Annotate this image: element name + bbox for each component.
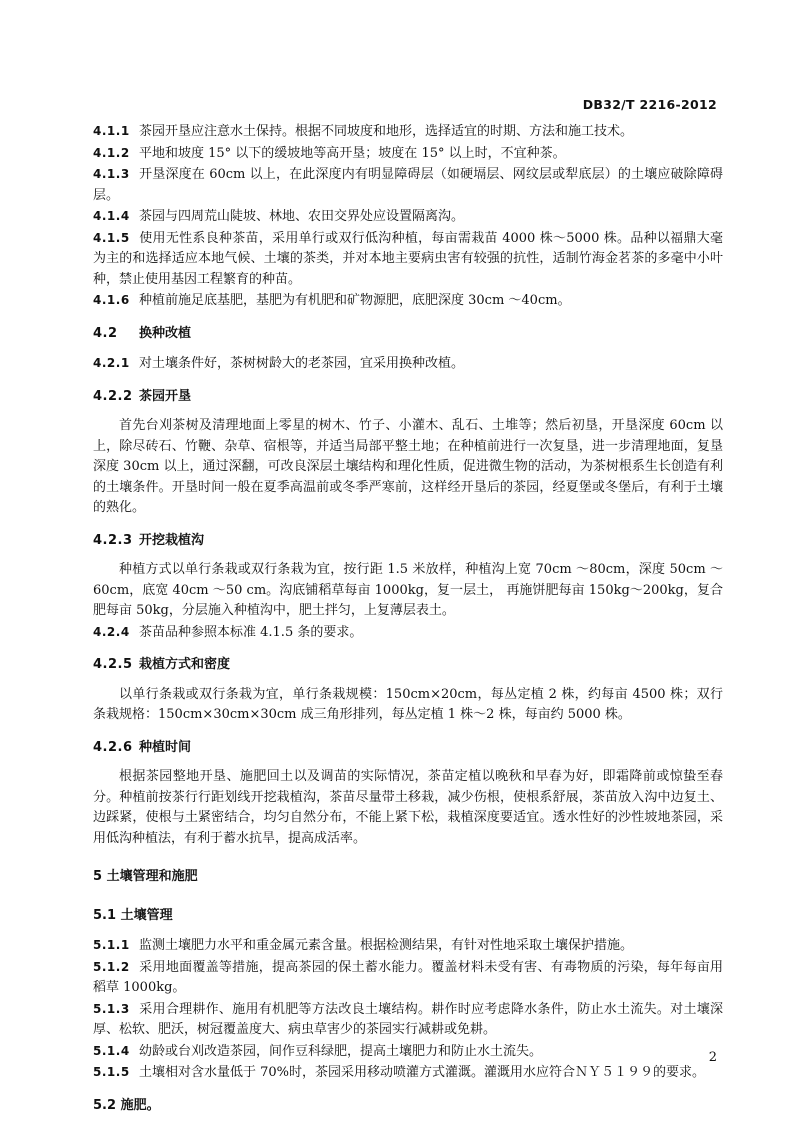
clause-number: 4.2.4	[93, 624, 130, 639]
clause-5-1-2	[93, 957, 723, 999]
section-heading-4-2-5	[93, 655, 723, 676]
clause-number: 4.1.3	[93, 167, 130, 181]
clause-list-5-1	[93, 935, 723, 1084]
section-title: 换种改植	[139, 325, 192, 341]
document-body	[93, 121, 723, 1116]
section-number: 4.2	[93, 325, 118, 341]
clause-number: 5.1.4	[93, 1043, 130, 1058]
clause-4-2-4	[93, 622, 723, 644]
section-heading-5	[93, 867, 723, 888]
section-heading-4-2-6	[93, 738, 723, 759]
section-heading-4-2-3	[93, 531, 723, 552]
clause-text: 茶园开垦应注意水土保持。根据不同坡度和地形，选择适宜的时期、方法和施工技术。	[139, 124, 634, 139]
page-number: 2	[708, 1050, 717, 1065]
paragraph-4-2-5: 以单行条栽或双行条栽为宜，单行条栽规模：150cm×20cm，每丛定植 2 株，约每亩 4500 株；双行条栽规格：150cm×30cm×30cm 成三角形排列，每丛定植 1 株～2 株，每亩约 5000 株。	[93, 686, 723, 722]
clause-5-1-1	[93, 935, 723, 957]
section-title: 土壤管理	[120, 907, 173, 923]
section-title: 施肥。	[120, 1097, 160, 1113]
section-heading-4-2-2	[93, 387, 723, 408]
clause-number: 4.1.4	[93, 209, 130, 223]
section-number: 4.2.3	[93, 532, 133, 548]
clause-text: 采用地面覆盖等措施，提高茶园的保土蓄水能力。覆盖材料未受有害、有毒物质的污染，每年每亩用稻草 1000kg。	[93, 959, 723, 995]
section-heading-5-1	[93, 906, 723, 927]
clause-number: 5.1.3	[93, 1001, 130, 1016]
clause-number: 4.1.2	[93, 145, 130, 160]
clause-text: 土壤相对含水量低于 70%时，茶园采用移动喷灌方式灌溉。灌溉用水应符合ＮＹ５１９９的要求。	[139, 1065, 706, 1080]
section-number: 4.2.5	[93, 657, 133, 672]
clause-text: 平地和坡度 15° 以下的缓坡地等高开垦；坡度在 15° 以上时，不宜种茶。	[139, 145, 566, 161]
clause-number: 4.1.6	[93, 293, 130, 307]
clause-text: 幼龄或台刈改造茶园，间作豆科绿肥，提高土壤肥力和防止水土流失。	[139, 1043, 543, 1059]
clause-4-1-5	[93, 228, 723, 291]
clause-4-1-4	[93, 206, 723, 228]
clause-4-2-1	[93, 353, 723, 375]
clause-number: 5.1.5	[93, 1065, 130, 1079]
clause-number: 4.1.5	[93, 230, 130, 245]
section-title: 土壤管理和施肥	[106, 869, 198, 884]
section-number: 5.1	[93, 907, 117, 923]
clause-4-1-6	[93, 290, 723, 312]
clause-4-1-1	[93, 121, 723, 143]
clause-number: 4.2.1	[93, 356, 130, 370]
clause-4-1-3	[93, 164, 723, 206]
section-title: 开挖栽植沟	[139, 532, 205, 548]
clause-number: 5.1.2	[93, 959, 130, 974]
document-id-header: DB32/T 2216-2012	[582, 97, 717, 112]
section-heading-4-2	[93, 324, 723, 345]
paragraph-4-2-6: 根据茶园整地开垦、施肥回土以及调苗的实际情况，茶苗定植以晚秋和早春为好，即霜降前或惊蛰至春分。种植前按茶行行距划线开挖栽植沟，茶苗尽量带土移栽，减少伤根，使根系舒展，茶苗放入沟中边复土、边踩紧，使根与土紧密结合，均匀自然分布，不能上紧下松，栽植深度要适宜。透水性好的沙性坡地茶园，采用低沟种植法，有利于蓄水抗旱，提高成活率。	[93, 769, 723, 846]
clause-4-1-2	[93, 143, 723, 165]
clause-text: 对土壤条件好，茶树树龄大的老茶园，宜采用换种改植。	[139, 356, 465, 371]
section-number: 5	[93, 869, 103, 884]
section-title: 栽植方式和密度	[139, 657, 231, 672]
paragraph-4-2-2: 首先台刈茶树及清理地面上零星的树木、竹子、小灌木、乱石、土堆等；然后初垦，开垦深度 60cm 以上，除尽砖石、竹鞭、杂草、宿根等，并适当局部平整土地；在种植前进行一次复垦，进一步清理地面，复垦深度 30cm 以上，通过深翻，可改良深层土壤结构和理化性质，促进微生物的活动，为茶树根系生长创造有利的土壤条件。开垦时间一般在夏季高温前或冬季严寒前，这样经开垦后的茶园，经夏堡或冬堡后，有利于土壤的熟化。	[93, 418, 723, 515]
clause-5-1-3	[93, 999, 723, 1041]
section-title: 茶园开垦	[139, 388, 192, 404]
clause-number: 4.1.1	[93, 124, 130, 138]
paragraph-4-2-3: 种植方式以单行条栽或双行条栽为宜，按行距 1.5 米放样，种植沟上宽 70cm ～80cm，深度 50cm ～60cm，底宽 40cm ～50 cm。沟底铺稻草每亩 1000kg，复一层土， 再施饼肥每亩 150kg～200kg，复合肥每亩 50kg，分层施入种植沟中，肥土拌匀，上复薄层表土。	[93, 562, 723, 618]
clause-text: 开垦深度在 60cm 以上，在此深度内有明显障碍层（如硬塥层、网纹层或犁底层）的土壤应破除障碍层。	[93, 167, 723, 203]
clause-text: 监测土壤肥力水平和重金属元素含量。根据检测结果，有针对性地采取土壤保护措施。	[139, 938, 634, 953]
clause-text: 茶苗品种参照本标准 4.1.5 条的要求。	[139, 624, 363, 640]
section-number: 4.2.6	[93, 739, 133, 755]
clause-5-1-4	[93, 1041, 723, 1063]
clause-5-1-5	[93, 1062, 723, 1084]
clause-text: 茶园与四周荒山陡坡、林地、农田交界处应设置隔离沟。	[139, 209, 465, 224]
section-number: 4.2.2	[93, 388, 133, 404]
clause-text: 采用合理耕作、施用有机肥等方法改良土壤结构。耕作时应考虑降水条件，防止水土流失。对土壤深厚、松软、肥沃，树冠覆盖度大、病虫草害少的茶园实行减耕或免耕。	[93, 1001, 723, 1037]
section-title: 种植时间	[139, 739, 192, 755]
clause-text: 种植前施足底基肥，基肥为有机肥和矿物源肥，底肥深度 30cm ～40cm。	[139, 293, 571, 308]
clause-number: 5.1.1	[93, 938, 130, 952]
clause-text: 使用无性系良种茶苗，采用单行或双行低沟种植，每亩需栽苗 4000 株～5000 株。品种以福鼎大毫为主的和选择适应本地气候、土壤的茶类，并对本地主要病虫害有较强的抗性，适制竹海金茗茶的多毫中小叶种，禁止使用基因工程繁育的种苗。	[93, 230, 723, 287]
clause-list-4-1	[93, 121, 723, 312]
section-number: 5.2	[93, 1097, 117, 1113]
section-heading-5-2	[93, 1096, 723, 1117]
